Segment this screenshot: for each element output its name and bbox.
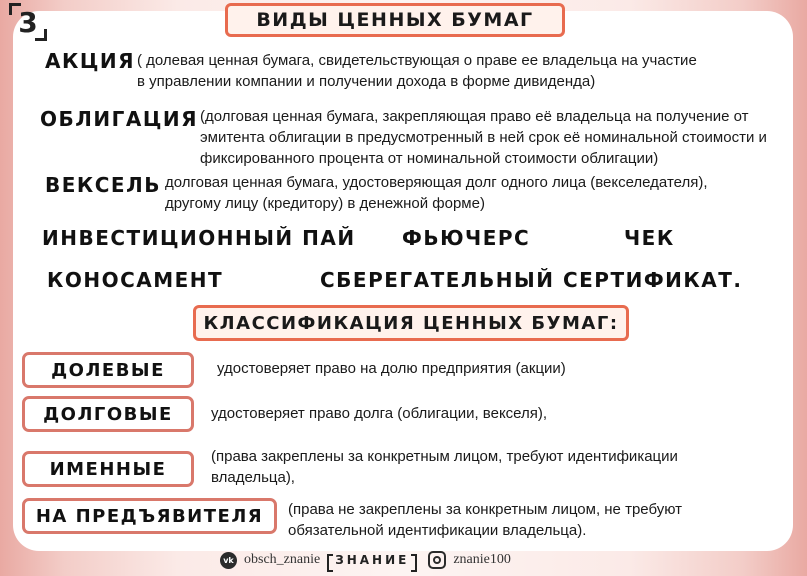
definition-bill: [165, 172, 708, 214]
class-registered: ИМЕННЫЕ: [22, 451, 194, 487]
brand-logo: [9, 3, 47, 41]
description-line: удостоверяет право на долю предприятия (акции): [217, 360, 566, 377]
term-bill: ВЕКСЕЛЬ: [45, 173, 161, 197]
type-savings-certificate: СБЕРЕГАТЕЛЬНЫЙ СЕРТИФИКАТ.: [320, 268, 743, 292]
type-cheque: ЧЕК: [624, 226, 675, 250]
class-equity-description: [217, 358, 566, 379]
definition-bond: [200, 106, 767, 169]
type-investment-share: ИНВЕСТИЦИОННЫЙ ПАЙ: [42, 226, 356, 250]
instagram-icon: [428, 551, 446, 569]
class-registered-description: [211, 446, 678, 488]
class-debt: ДОЛГОВЫЕ: [22, 396, 194, 432]
instagram-handle[interactable]: znanie100: [453, 552, 511, 567]
definition-line: ( долевая ценная бумага, свидетельствующая о праве ее владельца на участие: [137, 52, 697, 69]
definition-line: долговая ценная бумага, удостоверяющая долг одного лица (векселедателя),: [165, 174, 708, 191]
type-bill-of-lading: КОНОСАМЕНТ: [47, 268, 224, 292]
class-equity: ДОЛЕВЫЕ: [22, 352, 194, 388]
classification-title: КЛАССИФИКАЦИЯ ЦЕННЫХ БУМАГ:: [193, 305, 629, 341]
definition-line: (долговая ценная бумага, закрепляющая право её владельца на получение от: [200, 108, 749, 125]
description-line: (права закреплены за конкретным лицом, требуют идентификации: [211, 448, 678, 465]
page-title: ВИДЫ ЦЕННЫХ БУМАГ: [225, 3, 565, 37]
definition-line: эмитента облигации в предусмотренный в ней срок её номинальной стоимости и: [200, 129, 767, 146]
class-bearer-description: [288, 499, 682, 541]
class-debt-description: [211, 403, 547, 424]
term-share: АКЦИЯ: [45, 49, 136, 73]
description-line: (права не закреплены за конкретным лицом, не требуют: [288, 501, 683, 518]
vk-icon: vk: [220, 552, 237, 569]
definition-line: фиксированного процента от номинальной стоимости облигации): [200, 150, 659, 167]
vk-handle[interactable]: obsch_znanie: [244, 552, 321, 567]
definition-line: в управлении компании и получении дохода в форме дивиденда): [137, 73, 596, 90]
brand-name: ЗНАНИЕ: [331, 553, 413, 567]
description-line: обязательной идентификации владельца).: [288, 522, 587, 539]
definition-line: другому лицу (кредитору) в денежной форме): [165, 195, 485, 212]
footer: [220, 548, 580, 572]
class-bearer: НА ПРЕДЪЯВИТЕЛЯ: [22, 498, 277, 534]
description-line: удостоверяет право долга (облигации, векселя),: [211, 405, 548, 422]
term-bond: ОБЛИГАЦИЯ: [40, 107, 199, 131]
description-line: владельца),: [211, 469, 295, 486]
logo-digit: 3: [18, 6, 38, 39]
definition-share: [137, 50, 697, 92]
type-futures: ФЬЮЧЕРС: [402, 226, 531, 250]
